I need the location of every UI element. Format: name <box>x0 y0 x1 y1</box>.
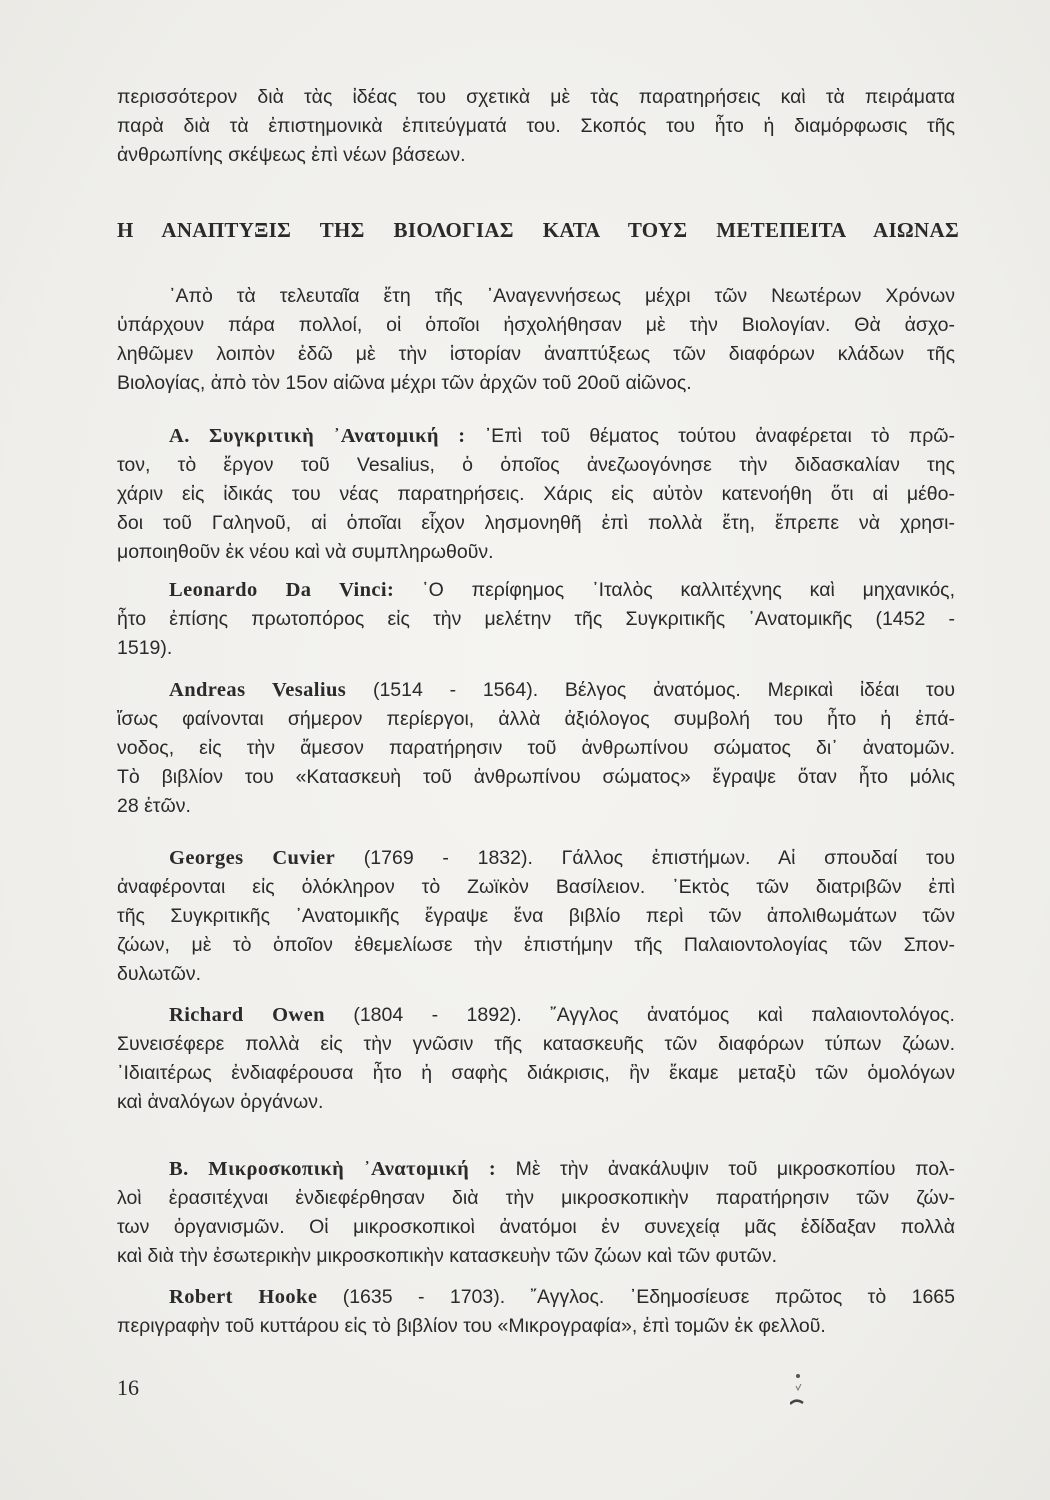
text-line <box>117 844 955 873</box>
text-line: τῆς Συγκριτικῆς ᾿Ανατομικῆς ἔγραψε ἕνα βιβλίο περὶ τῶν ἀπολιθωμάτων τῶν <box>117 905 955 927</box>
text-line: ἦτο ἐπίσης πρωτοπόρος εἰς τὴν μελέτην τῆς Συγκριτικῆς ᾿Ανατομικῆς (1452 - <box>117 608 955 630</box>
section-heading: Η ΑΝΑΠΤΥΞΙΣ ΤΗΣ ΒΙΟΛΟΓΙΑΣ ΚΑΤΑ ΤΟΥΣ ΜΕΤΕΠΕΙΤΑ ΑΙΩΝΑΣ <box>117 218 959 242</box>
text-line: παρὰ διὰ τὰ ἐπιστημονικὰ ἐπιτεύγματά του. Σκοπός του ἦτο ἡ διαμόρφωσις τῆς <box>117 115 955 137</box>
text-line: καὶ διὰ τὴν ἐσωτερικὴν μικροσκοπικὴν κατασκευὴν τῶν ζώων καὶ τῶν φυτῶν. <box>117 1245 777 1267</box>
bold-lead-term: Α. Συγκριτικὴ ᾿Ανατομική : <box>169 425 466 447</box>
text-line: ᾿Ιδιαιτέρως ἐνδιαφέρουσα ἦτο ἡ σαφὴς διάκρισις, ἣν ἔκαμε μεταξὺ τῶν ὁμολόγων <box>117 1062 955 1084</box>
text-line: περιγραφὴν τοῦ κυττάρου εἰς τὸ βιβλίον του «Μικρογραφία», ἐπὶ τομῶν ἐκ φελλοῦ. <box>117 1315 826 1337</box>
text-line: ἴσως φαίνονται σήμερον περίεργοι, ἀλλὰ ἀξιόλογος συμβολή του ἦτο ἡ ἐπά- <box>117 708 955 730</box>
text-line: νοδος, εἰς τὴν ἄμεσον παρατήρησιν τοῦ ἀνθρωπίνου σώματος δι᾿ ἀνατομῶν. <box>117 737 955 759</box>
text-line <box>117 676 955 705</box>
intro-paragraph <box>117 83 955 170</box>
text-line <box>117 1001 955 1030</box>
line-text: (1514 - 1564). Βέλγος ἀνατόμος. Μερικαὶ ἰδέαι του <box>346 679 955 701</box>
line-text: ᾿Απὸ τὰ τελευταῖα ἔτη τῆς ᾿Αναγεννήσεως μέχρι τῶν Νεωτέρων Χρόνων <box>169 285 955 307</box>
text-line <box>117 1155 955 1184</box>
text-line: καὶ ἀναλόγων ὀργάνων. <box>117 1091 324 1113</box>
bold-lead-term: Robert Hooke <box>169 1286 318 1308</box>
line-text: ᾿Επὶ τοῦ θέματος τούτου ἀναφέρεται τὸ πρῶ- <box>465 425 956 447</box>
text-line: ὑπάρχουν πάρα πολλοί, οἱ ὁποῖοι ἠσχολήθησαν μὲ τὴν Βιολογίαν. Θὰ ἀσχο- <box>117 314 955 336</box>
bold-lead-term: Andreas Vesalius <box>169 679 347 701</box>
text-line: των ὀργανισμῶν. Οἱ μικροσκοπικοὶ ἀνατόμοι ἐν συνεχείᾳ μᾶς ἐδίδαξαν πολλὰ <box>117 1216 955 1238</box>
line-text: Μὲ τὴν ἀνακάλυψιν τοῦ μικροσκοπίου πολ- <box>496 1158 955 1180</box>
line-text: (1769 - 1832). Γάλλος ἐπιστήμων. Αἱ σπουδαί του <box>335 847 955 869</box>
text-line: δοι τοῦ Γαληνοῦ, αἱ ὁποῖαι εἶχον λησμονηθῆ ἐπὶ πολλὰ ἔτη, ἔπρεπε νὰ χρησι- <box>117 512 955 534</box>
bold-lead-term: Leonardo Da Vinci: <box>169 579 395 601</box>
bold-lead-term: Georges Cuvier <box>169 847 336 869</box>
text-line: ληθῶμεν λοιπὸν ἐδῶ μὲ τὴν ἱστορίαν ἀναπτύξεως τῶν διαφόρων κλάδων τῆς <box>117 343 955 365</box>
paragraph <box>117 1155 955 1271</box>
text-line <box>117 1283 955 1312</box>
line-text: (1635 - 1703). ῎Αγγλος. ᾿Εδημοσίευσε πρῶτος τὸ 1665 <box>317 1286 955 1308</box>
bold-lead-term: Richard Owen <box>169 1004 325 1026</box>
paragraph <box>117 844 955 989</box>
line-text: ῾Ο περίφημος ᾿Ιταλὸς καλλιτέχνης καὶ μηχανικός, <box>394 579 955 601</box>
text-line: λοὶ ἐρασιτέχναι ἐνδιεφέρθησαν διὰ τὴν μικροσκοπικὴν παρατήρησιν τῶν ζών- <box>117 1187 955 1209</box>
paragraph <box>117 676 955 821</box>
text-line <box>117 422 955 451</box>
text-line <box>117 282 955 311</box>
paragraph <box>117 1283 955 1341</box>
text-line: 28 ἐτῶν. <box>117 795 191 817</box>
text-line: χάριν εἰς ἰδικάς του νέας παρατηρήσεις. Χάρις εἰς αὐτὸν κατενοήθη ὅτι αἱ μέθο- <box>117 483 955 505</box>
paragraph <box>117 422 955 567</box>
text-line: τον, τὸ ἔργον τοῦ Vesalius, ὁ ὁποῖος ἀνεζωογόνησε τὴν διδασκαλίαν της <box>117 454 955 476</box>
text-line: περισσότερον διὰ τὰς ἰδέας του σχετικὰ μὲ τὰς παρατηρήσεις καὶ τὰ πειράματα <box>117 86 955 108</box>
paragraph <box>117 576 955 663</box>
text-line: δυλωτῶν. <box>117 963 202 985</box>
bold-lead-term: Β. Μικροσκοπικὴ ᾿Ανατομική : <box>169 1158 497 1180</box>
paragraph <box>117 282 955 398</box>
text-line: Βιολογίας, ἀπὸ τὸν 15ον αἰῶνα μέχρι τῶν ἀρχῶν τοῦ 20οῦ αἰῶνος. <box>117 372 692 394</box>
text-line: ἀναφέρονται εἰς ὁλόκληρον τὸ Ζωϊκὸν Βασίλειον. ᾿Εκτὸς τῶν διατριβῶν ἐπὶ <box>117 876 955 898</box>
line-text: (1804 - 1892). ῎Αγγλος ἀνατόμος καὶ παλαιοντολόγος. <box>324 1004 955 1026</box>
text-line: μοποιηθοῦν ἐκ νέου καὶ νὰ συμπληρωθοῦν. <box>117 541 494 563</box>
text-line <box>117 576 955 605</box>
scan-smudge-mark <box>790 1372 804 1408</box>
text-line: Τὸ βιβλίον του «Κατασκευὴ τοῦ ἀνθρωπίνου σώματος» ἔγραψε ὅταν ἦτο μόλις <box>117 766 955 788</box>
text-line: ζώων, μὲ τὸ ὁποῖον ἐθεμελίωσε τὴν ἐπιστήμην τῆς Παλαιοντολογίας τῶν Σπον- <box>117 934 955 956</box>
page-number: 16 <box>117 1375 139 1400</box>
text-line: Συνεισέφερε πολλὰ εἰς τὴν γνῶσιν τῆς κατασκευῆς τῶν διαφόρων τύπων ζώων. <box>117 1033 955 1055</box>
text-line: 1519). <box>117 637 173 659</box>
paragraph <box>117 1001 955 1117</box>
text-line: ἀνθρωπίνης σκέψεως ἐπὶ νέων βάσεων. <box>117 144 466 166</box>
